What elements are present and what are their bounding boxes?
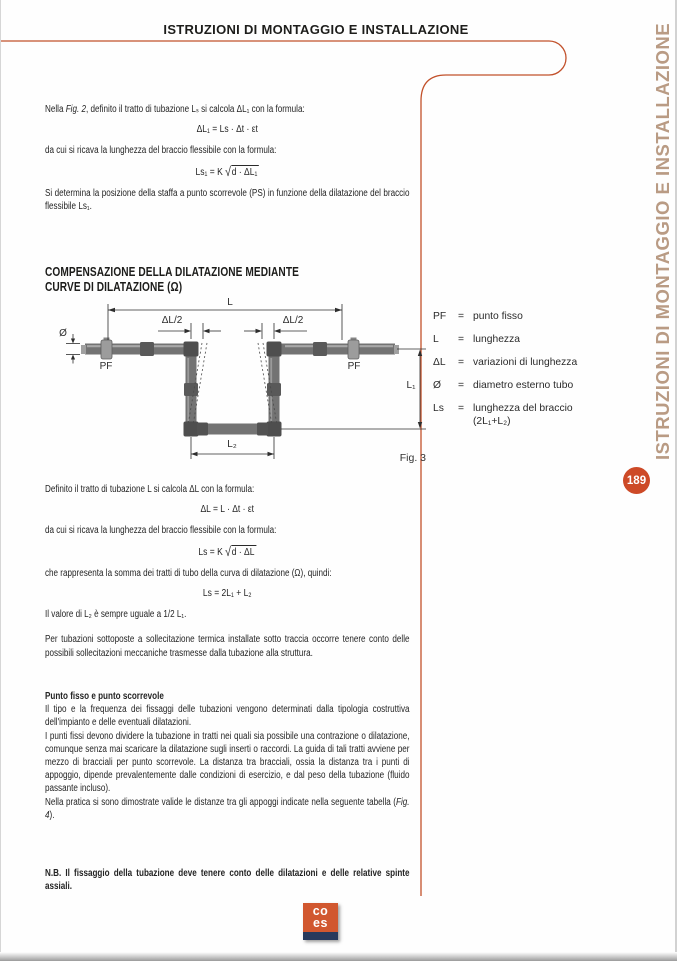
fig2-reference: Fig. 2	[65, 104, 86, 115]
fixed-point-section	[45, 690, 410, 822]
legend-description: diametro esterno tubo	[473, 380, 574, 391]
formula-delta-l: ΔL = L · Δt · εt	[200, 503, 255, 516]
formula-ls1-pre: Ls₁ = K	[195, 165, 226, 178]
intro-section	[45, 103, 410, 220]
coes-logo-mark	[303, 903, 338, 932]
fixed-point-paragraph-3	[45, 796, 410, 822]
section-heading-line2: CURVE DI DILATAZIONE (Ω)	[45, 279, 183, 294]
formula-delta-l1: ΔL₁ = Ls · Δt · εt	[196, 123, 258, 136]
pf-label-left: PF	[99, 361, 113, 372]
legend-description: punto fisso	[473, 311, 523, 322]
legend-description-line1: lunghezza del braccio	[473, 403, 573, 414]
pf-label-right: PF	[347, 361, 361, 372]
legend-description-line2: (2L₁+L₂)	[473, 416, 511, 427]
legend-row-l	[433, 333, 623, 346]
fixed-point-paragraph-2: I punti fissi devono dividere la tubazione in tratti nei quali sia possibile una contrazione o dilatazione, comunque senza mai scaricare la dilatazione sugli inserti o raccordi. La guida di tali tratti avviene per mezzo di bracciali per punto scorrevole. La distanza tra bracciali, ossia la distanza tra i punti di appoggio, dipende prevalentemente dalle condizioni di esercizio, e dal peso della tubazione (fluido passante incluso).	[45, 730, 410, 795]
body2-paragraph-3: che rappresenta la somma dei tratti di tubo della curva di dilatazione (Ω), quindi:	[45, 567, 332, 579]
legend-row-dl	[433, 356, 623, 369]
page-edge-left	[0, 0, 1, 961]
legend-row-pf	[433, 310, 623, 323]
legend-row-diameter	[433, 379, 623, 392]
legend-row-ls	[433, 402, 623, 428]
formula-ls-radicand: d · ΔL	[231, 545, 255, 558]
fixed-point-p3-post: ).	[49, 809, 55, 821]
body2-paragraph-4: Il valore di L₂ è sempre uguale a 1/2 L₁.	[45, 609, 187, 621]
figure-3-diagram	[45, 296, 430, 474]
intro-p1-post: , definito il tratto di tubazione Lₛ si calcola ΔL₁ con la formula:	[85, 104, 305, 115]
nb-note	[45, 867, 410, 900]
formula-ls	[45, 545, 410, 559]
legend-symbol: Ø	[433, 380, 442, 391]
legend-symbol: PF	[433, 311, 447, 322]
body2-paragraph-2: da cui si ricava la lunghezza del braccio flessibile con la formula:	[45, 525, 277, 537]
legend-symbol: Ls	[433, 403, 444, 414]
dim-label-l: L	[227, 297, 233, 308]
dim-label-l1: L₁	[406, 380, 416, 391]
intro-paragraph-2: da cui si ricava la lunghezza del braccio flessibile con la formula:	[45, 145, 277, 157]
legend-description	[473, 402, 623, 428]
equals-sign: =	[458, 311, 465, 322]
fig4-reference: Fig. 4	[45, 796, 410, 821]
formula-ls1	[45, 165, 410, 179]
figure-3-caption: Fig. 3	[399, 452, 426, 464]
page-title: ISTRUZIONI DI MONTAGGIO E INSTALLAZIONE	[163, 22, 469, 37]
dim-label-dl2-right: ΔL/2	[282, 315, 304, 326]
fixed-point-p3-pre: Nella pratica si sono dimostrate valide le distanze tra gli appoggi indicate nella seguente tabella (	[45, 796, 396, 808]
logo-text-bottom: es	[313, 916, 328, 930]
page-number-badge: 189	[623, 467, 650, 494]
equals-sign: =	[458, 334, 465, 345]
sidebar-vertical-title: ISTRUZIONI DI MONTAGGIO E INSTALLAZIONE	[652, 22, 673, 460]
dim-label-diameter: Ø	[59, 328, 67, 339]
formula-ls-pre: Ls = K	[198, 545, 226, 558]
dim-label-l2: L₂	[227, 439, 237, 450]
legend-description: variazioni di lunghezza	[473, 357, 578, 368]
legend-symbol: ΔL	[433, 357, 446, 368]
page-edge-shadow	[0, 952, 677, 961]
coes-logo	[303, 903, 338, 940]
dilatation-formulas-section	[45, 483, 410, 667]
intro-p1-pre: Nella	[45, 104, 66, 115]
symbol-legend	[433, 310, 623, 438]
legend-description: lunghezza	[473, 334, 520, 345]
dim-label-dl2-left: ΔL/2	[161, 315, 183, 326]
intro-paragraph-1	[45, 103, 410, 116]
logo-text-top: co	[312, 904, 329, 918]
body2-paragraph-1: Definito il tratto di tubazione L si calcola ΔL con la formula:	[45, 484, 255, 495]
intro-paragraph-3: Si determina la posizione della staffa a punto scorrevole (PS) in funzione della dilatazione del braccio flessibile Ls₁.	[45, 187, 410, 213]
legend-symbol: L	[433, 334, 439, 345]
formula-ls-sum: Ls = 2L₁ + L₂	[202, 587, 252, 600]
formula-ls1-radicand: d · ΔL₁	[231, 165, 258, 178]
sqrt-symbol: √	[225, 543, 231, 559]
equals-sign: =	[458, 357, 465, 368]
equals-sign: =	[458, 380, 465, 391]
body2-paragraph-5: Per tubazioni sottoposte a sollecitazione termica installate sotto traccia occorre tenere conto delle possibili sollecitazioni meccaniche trasmesse dalla tubazione alla struttura.	[45, 634, 410, 659]
equals-sign: =	[458, 403, 465, 414]
fixed-point-paragraph-1: Il tipo e la frequenza dei fissaggi delle tubazioni vengono determinati dalla tipologia costruttiva dell'impianto e delle eventuali dilatazioni.	[45, 704, 410, 729]
fixed-point-heading: Punto fisso e punto scorrevole	[45, 691, 164, 702]
sqrt-symbol: √	[225, 163, 231, 179]
section-heading-line1: COMPENSAZIONE DELLA DILATAZIONE MEDIANTE	[45, 265, 299, 279]
section-heading	[45, 265, 410, 294]
logo-navy-strip	[303, 932, 338, 940]
nb-text: N.B. Il fissaggio della tubazione deve tenere conto delle dilatazioni e delle relative spinte assiali.	[45, 868, 410, 893]
